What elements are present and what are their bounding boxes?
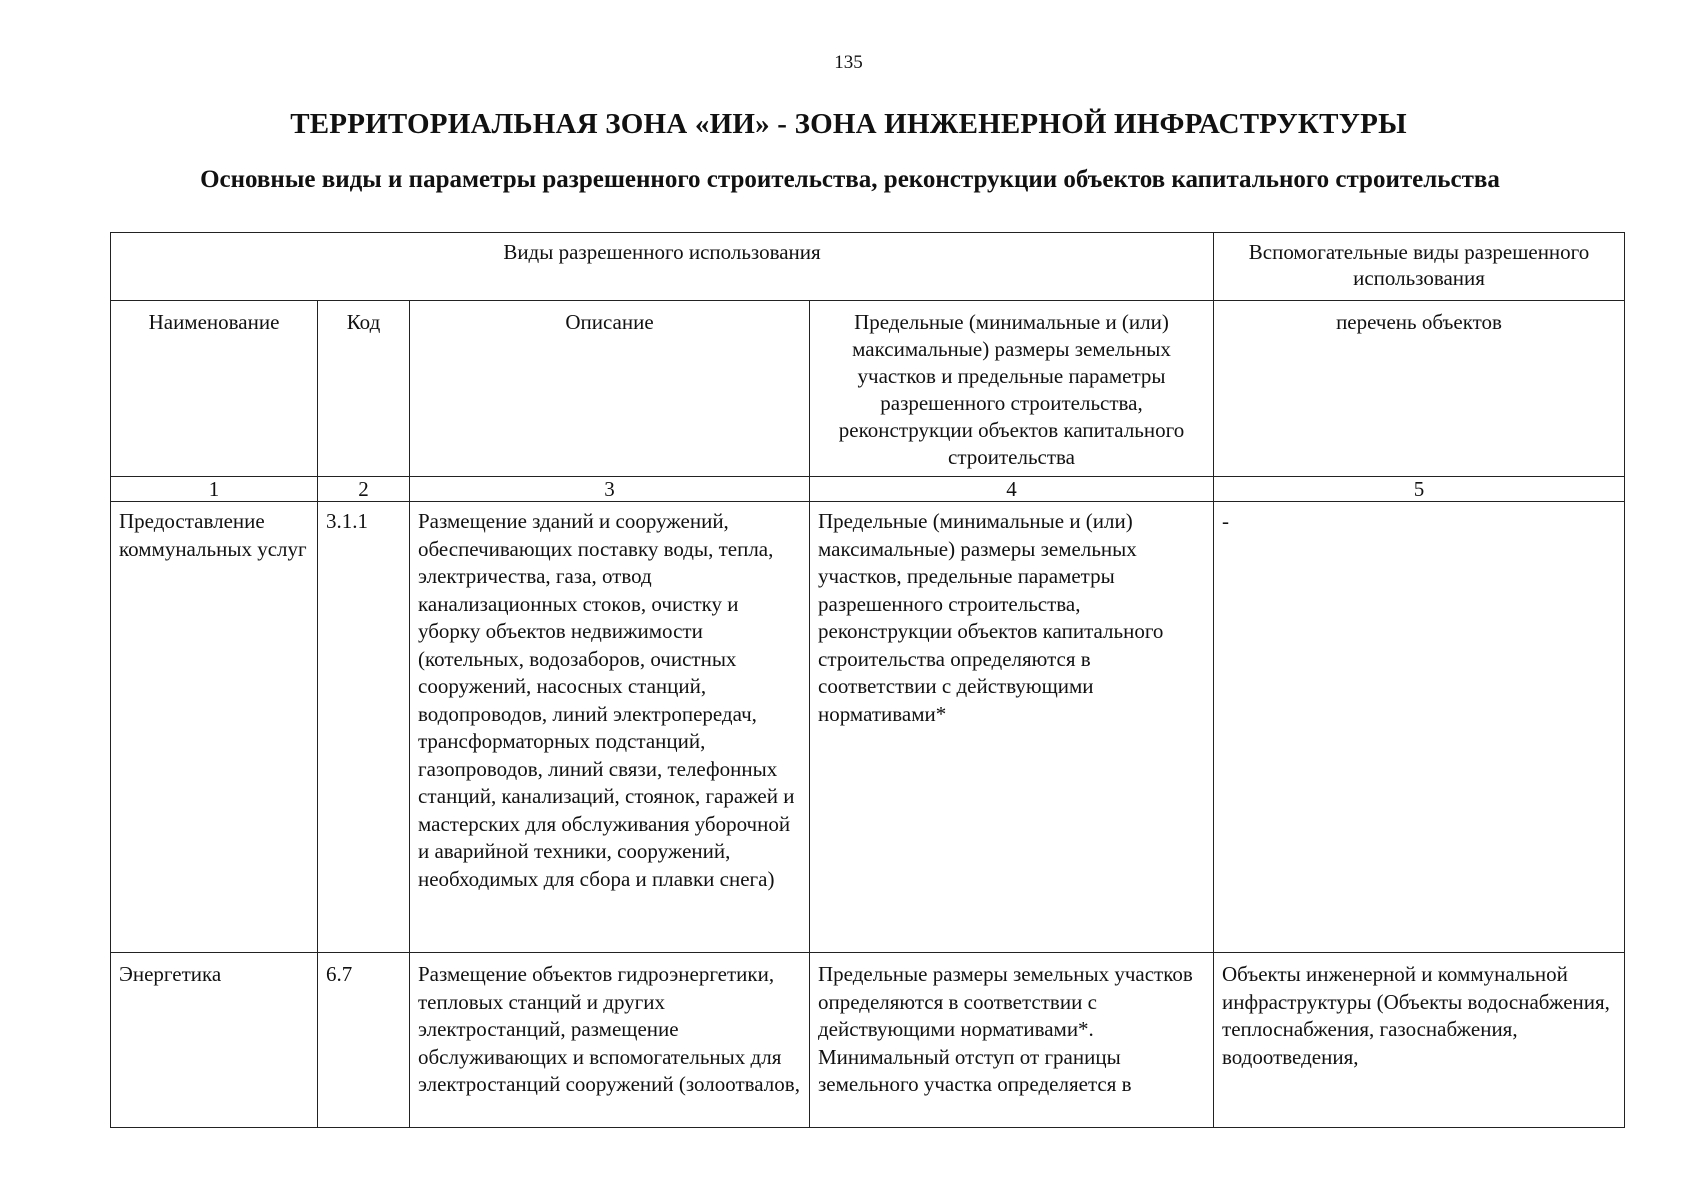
- row-description: Размещение зданий и сооружений, обеспечивающих поставку воды, тепла, электричества, газа, отвод канализационных стоков, очистку и уборку объектов недвижимости (котельных, водозаборов, очистных сооружений, насосных станций, водопроводов, линий электропередач, трансформаторных подстанций, газопроводов, линий связи, телефонных станций, канализаций, стоянок, гаражей и мастерских для обслуживания уборочной и аварийной техники, сооружений, необходимых для сбора и плавки снега): [410, 502, 810, 953]
- section-title: Основные виды и параметры разрешенного строительства, реконструкции объектов капитального строительства: [200, 166, 1500, 193]
- zone-title: ТЕРРИТОРИАЛЬНАЯ ЗОНА «ИИ» - ЗОНА ИНЖЕНЕРНОЙ ИНФРАСТРУКТУРЫ: [290, 108, 1407, 140]
- row-params: Предельные (минимальные и (или) максимальные) размеры земельных участков, предельные параметры разрешенного строительства, реконструкции объектов капитального строительства определяются в соответствии с действующими нормативами*: [810, 502, 1214, 953]
- column-number: 2: [318, 477, 410, 502]
- table-header-columns-row: [111, 301, 1625, 477]
- column-header-objects-list: перечень объектов: [1214, 301, 1625, 477]
- column-number: 5: [1214, 477, 1625, 502]
- column-header-name: Наименование: [111, 301, 318, 477]
- row-code: 3.1.1: [318, 502, 410, 953]
- row-code: 6.7: [318, 953, 410, 1128]
- column-number: 4: [810, 477, 1214, 502]
- row-aux-objects: Объекты инженерной и коммунальной инфраструктуры (Объекты водоснабжения, теплоснабжения, газоснабжения, водоотведения,: [1214, 953, 1625, 1128]
- row-aux-objects: -: [1214, 502, 1625, 953]
- row-name: Предоставление коммунальных услуг: [111, 502, 318, 953]
- column-header-description: Описание: [410, 301, 810, 477]
- header-aux-use-types: Вспомогательные виды разрешенного использования: [1214, 233, 1625, 301]
- row-name: Энергетика: [111, 953, 318, 1128]
- table-header-top-row: [111, 233, 1625, 301]
- header-main-use-types: Виды разрешенного использования: [111, 233, 1214, 301]
- column-header-code: Код: [318, 301, 410, 477]
- table-row: [111, 502, 1625, 953]
- table-row: [111, 953, 1625, 1128]
- column-numbers-row: [111, 477, 1625, 502]
- column-number: 1: [111, 477, 318, 502]
- row-description: Размещение объектов гидроэнергетики, тепловых станций и других электростанций, размещение обслуживающих и вспомогательных для электростанций сооружений (золоотвалов,: [410, 953, 810, 1128]
- column-header-params: Предельные (минимальные и (или) максимальные) размеры земельных участков и предельные параметры разрешенного строительства, реконструкции объектов капитального строительства: [810, 301, 1214, 477]
- row-params: Предельные размеры земельных участков определяются в соответствии с действующими нормативами*. Минимальный отступ от границы земельного участка определяется в: [810, 953, 1214, 1128]
- column-number: 3: [410, 477, 810, 502]
- land-use-table: [110, 232, 1625, 1128]
- page-number: 135: [834, 52, 863, 73]
